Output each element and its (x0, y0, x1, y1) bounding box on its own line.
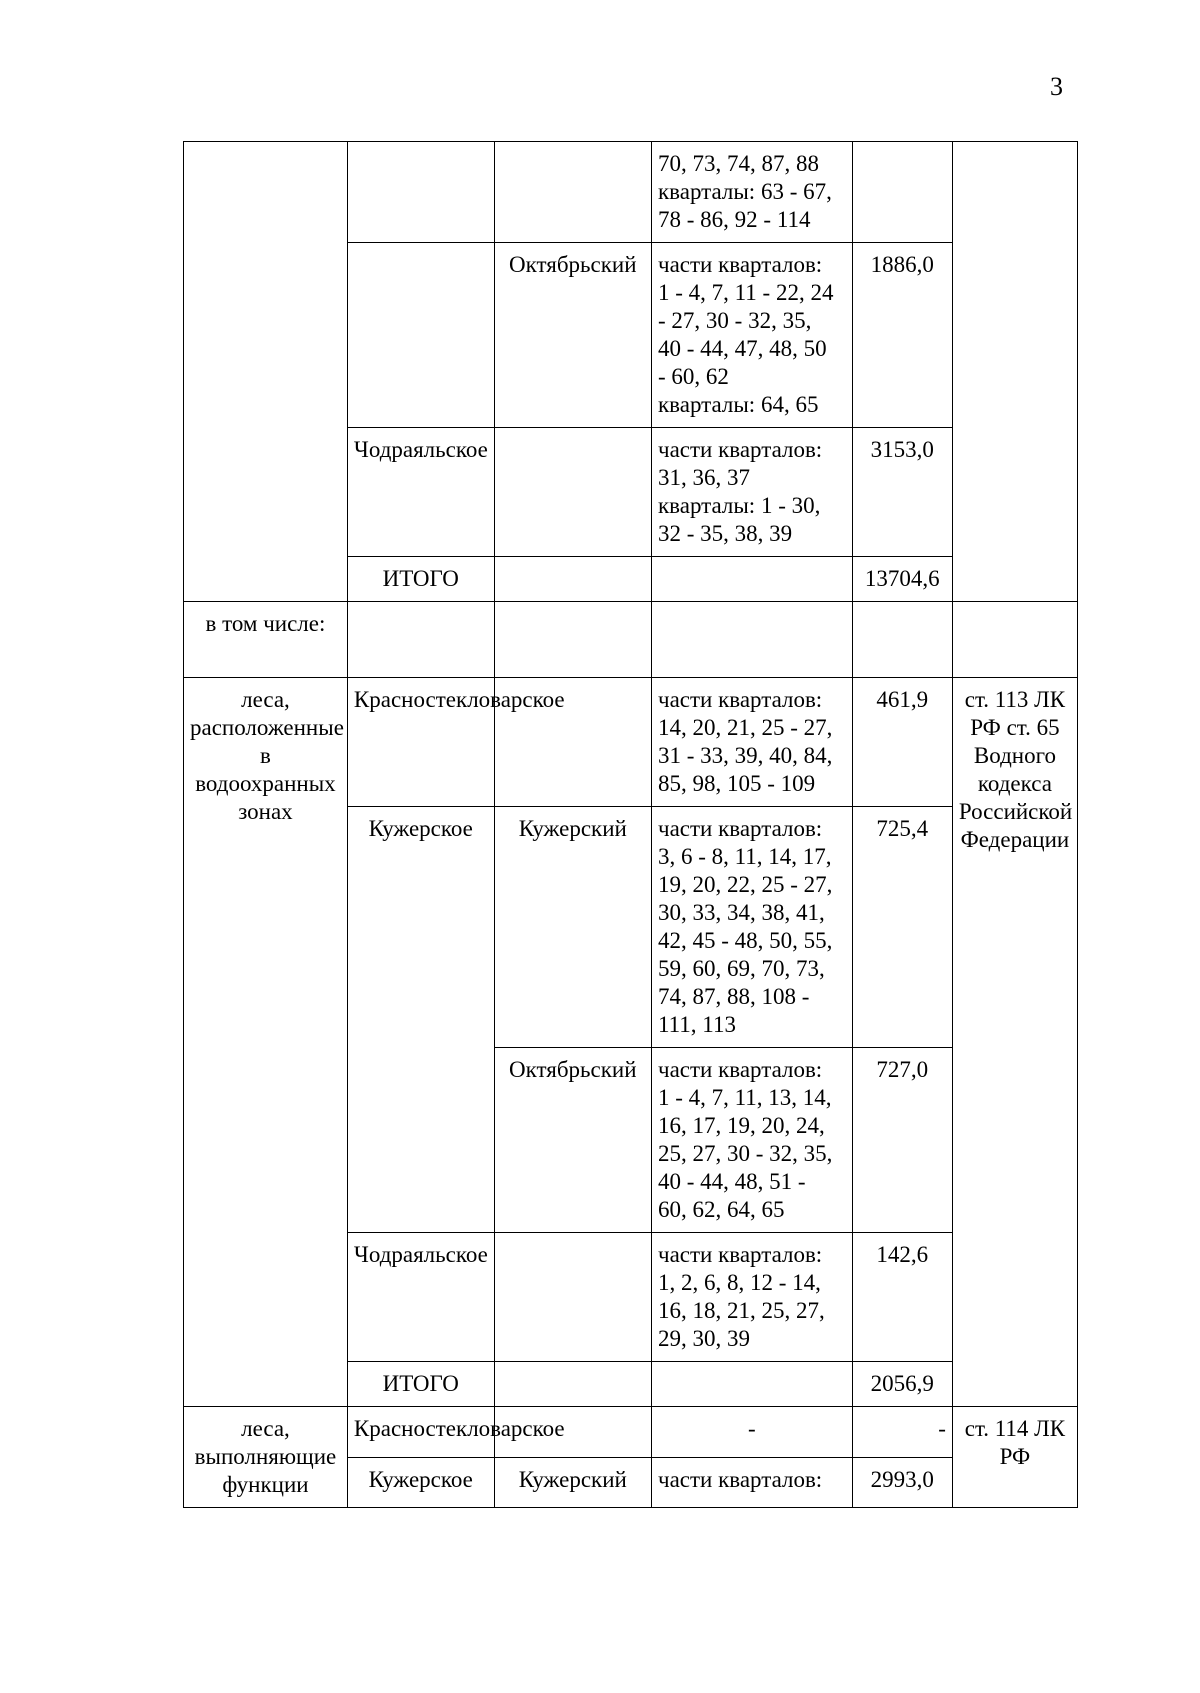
area-cell: 2993,0 (852, 1457, 952, 1508)
area-cell: 3153,0 (852, 428, 952, 557)
lesnichestvo-cell: Октябрьский (494, 243, 651, 428)
basis-cell: ст. 113 ЛК РФ ст. 65 Водного кодекса Российской Федерации (952, 678, 1077, 1407)
parts-cell: части кварталов: 14, 20, 21, 25 - 27, 31 - 33, 39, 40, 84, 85, 98, 105 - 109 (652, 678, 853, 807)
parts-cell: части кварталов: (652, 1457, 853, 1508)
total-label: ИТОГО (347, 1362, 494, 1407)
uchastok-cell: Красностекловарское (347, 1407, 494, 1458)
parts-cell: части кварталов: 1 - 4, 7, 11 - 22, 24 - 27, 30 - 32, 35, 40 - 44, 47, 48, 50 - 60, 62 кварталы: 64, 65 (652, 243, 853, 428)
area-cell: 142,6 (852, 1233, 952, 1362)
parts-cell: части кварталов: 1, 2, 6, 8, 12 - 14, 16, 18, 21, 25, 27, 29, 30, 39 (652, 1233, 853, 1362)
lesnichestvo-cell: Кужерский (494, 807, 651, 1048)
parts-cell: части кварталов: 31, 36, 37 кварталы: 1 - 30, 32 - 35, 38, 39 (652, 428, 853, 557)
category-cell: леса, выполняющие функции (184, 1407, 348, 1508)
area-cell: 727,0 (852, 1048, 952, 1233)
category-cell: леса, расположенные в водоохранных зонах (184, 678, 348, 1407)
uchastok-cell: Красностекловарское (347, 678, 494, 807)
total-area: 2056,9 (852, 1362, 952, 1407)
parts-cell: 70, 73, 74, 87, 88 кварталы: 63 - 67, 78 - 86, 92 - 114 (652, 142, 853, 243)
parts-cell: части кварталов: 1 - 4, 7, 11, 13, 14, 16, 17, 19, 20, 24, 25, 27, 30 - 32, 35, 40 - 44, 48, 51 - 60, 62, 64, 65 (652, 1048, 853, 1233)
uchastok-cell: Чодраяльское (347, 428, 494, 557)
page-number: 3 (1050, 72, 1063, 101)
table-row (184, 602, 1078, 678)
lesnichestvo-cell: Кужерский (494, 1457, 651, 1508)
uchastok-cell: Кужерское (347, 1457, 494, 1508)
table-row (184, 142, 1078, 243)
total-label: ИТОГО (347, 557, 494, 602)
area-cell: 1886,0 (852, 243, 952, 428)
area-cell: - (852, 1407, 952, 1458)
parts-cell: части кварталов: 3, 6 - 8, 11, 14, 17, 19, 20, 22, 25 - 27, 30, 33, 34, 38, 41, 42, 45 - 48, 50, 55, 59, 60, 69, 70, 73, 74, 87, 88, 108 - 111, 113 (652, 807, 853, 1048)
basis-cell: ст. 114 ЛК РФ (952, 1407, 1077, 1508)
total-area: 13704,6 (852, 557, 952, 602)
forest-table (183, 141, 1078, 1508)
table-row (184, 678, 1078, 807)
subheading-cell: в том числе: (184, 602, 348, 678)
uchastok-cell: Чодраяльское (347, 1233, 494, 1362)
parts-cell: - (652, 1407, 853, 1458)
uchastok-cell: Кужерское (347, 807, 494, 1233)
area-cell: 725,4 (852, 807, 952, 1048)
lesnichestvo-cell: Октябрьский (494, 1048, 651, 1233)
table-row (184, 1407, 1078, 1458)
area-cell: 461,9 (852, 678, 952, 807)
